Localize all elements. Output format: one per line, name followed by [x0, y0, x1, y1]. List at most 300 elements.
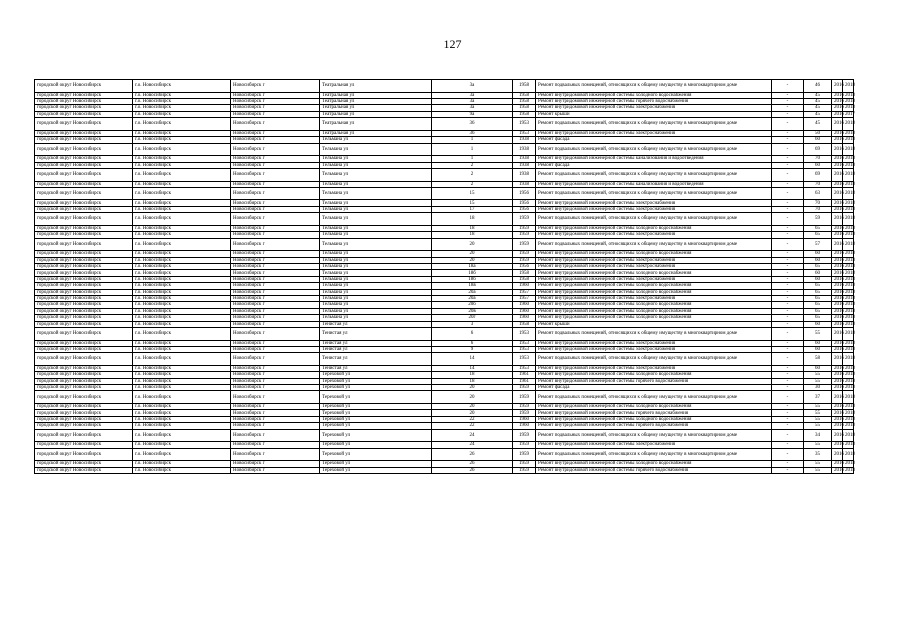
- cell-year: 1960: [513, 302, 536, 308]
- cell-locality: Новосибирск г: [231, 448, 320, 461]
- cell-settlement: г.о. Новосибирск: [133, 365, 231, 371]
- cell-settlement: г.о. Новосибирск: [133, 251, 231, 257]
- cell-house: 18: [432, 378, 513, 384]
- cell-dash: -: [772, 321, 804, 327]
- cell-municipality: городской округ Новосибирск: [35, 168, 133, 181]
- cell-house: 14: [432, 353, 513, 366]
- cell-year: 1959: [513, 213, 536, 226]
- cell-locality: Новосибирск г: [231, 461, 320, 467]
- cell-year-to: 2018: [843, 238, 854, 251]
- cell-year: 1956: [513, 206, 536, 212]
- cell-municipality: городской округ Новосибирск: [35, 232, 133, 238]
- cell-locality: Новосибирск г: [231, 206, 320, 212]
- cell-year: 1959: [513, 448, 536, 461]
- cell-year: 1958: [513, 80, 536, 93]
- cell-year-to: 2018: [843, 118, 854, 131]
- table-row: [35, 353, 854, 366]
- cell-house: 18: [432, 213, 513, 226]
- cell-settlement: г.о. Новосибирск: [133, 353, 231, 366]
- cell-settlement: г.о. Новосибирск: [133, 448, 231, 461]
- cell-locality: Новосибирск г: [231, 283, 320, 289]
- cell-year-to: 2018: [843, 162, 854, 168]
- cell-year-to: 2018: [843, 346, 854, 352]
- cell-dash: -: [772, 270, 804, 276]
- cell-house: 26: [432, 461, 513, 467]
- cell-municipality: городской округ Новосибирск: [35, 162, 133, 168]
- cell-locality: Новосибирск г: [231, 92, 320, 98]
- cell-dash: -: [772, 143, 804, 156]
- cell-settlement: г.о. Новосибирск: [133, 340, 231, 346]
- cell-settlement: г.о. Новосибирск: [133, 156, 231, 162]
- cell-year-from: 2016: [832, 80, 843, 93]
- cell-street: Тельмана ул: [320, 315, 432, 321]
- cell-work-type: Ремонт фасада: [536, 137, 772, 143]
- cell-street: Театральная ул: [320, 92, 432, 98]
- cell-street: Тенистая ул: [320, 353, 432, 366]
- cell-tariff: 69: [804, 168, 832, 181]
- cell-settlement: г.о. Новосибирск: [133, 206, 231, 212]
- cell-dash: -: [772, 118, 804, 131]
- cell-year: 1959: [513, 232, 536, 238]
- cell-year-to: 2018: [843, 270, 854, 276]
- cell-locality: Новосибирск г: [231, 378, 320, 384]
- cell-tariff: 70: [804, 156, 832, 162]
- cell-year-from: 2016: [832, 467, 843, 473]
- cell-year: 1958: [513, 98, 536, 104]
- cell-work-type: Ремонт подвальных помещений, относящихся к общему имуществу в многоквартирном доме: [536, 448, 772, 461]
- cell-municipality: городской округ Новосибирск: [35, 187, 133, 200]
- cell-year-to: 2018: [843, 391, 854, 404]
- cell-work-type: Ремонт внутридомовой инженерной системы электроснабжения: [536, 105, 772, 111]
- cell-street: Тельмана ул: [320, 302, 432, 308]
- cell-year-to: 2018: [843, 289, 854, 295]
- cell-settlement: г.о. Новосибирск: [133, 137, 231, 143]
- cell-settlement: г.о. Новосибирск: [133, 270, 231, 276]
- cell-municipality: городской округ Новосибирск: [35, 404, 133, 410]
- cell-tariff: 45: [804, 105, 832, 111]
- cell-locality: Новосибирск г: [231, 365, 320, 371]
- cell-year: 1956: [513, 200, 536, 206]
- cell-year-from: 2016: [832, 378, 843, 384]
- cell-municipality: городской округ Новосибирск: [35, 251, 133, 257]
- cell-street: Тельмана ул: [320, 213, 432, 226]
- cell-street: Тельмана ул: [320, 200, 432, 206]
- cell-year: 1959: [513, 257, 536, 263]
- cell-locality: Новосибирск г: [231, 225, 320, 231]
- cell-year: 1953: [513, 340, 536, 346]
- cell-locality: Новосибирск г: [231, 213, 320, 226]
- cell-settlement: г.о. Новосибирск: [133, 327, 231, 340]
- cell-locality: Новосибирск г: [231, 232, 320, 238]
- cell-year-from: 2016: [832, 118, 843, 131]
- cell-year-from: 2016: [832, 315, 843, 321]
- cell-settlement: г.о. Новосибирск: [133, 264, 231, 270]
- cell-year-to: 2018: [843, 206, 854, 212]
- cell-house: 20: [432, 385, 513, 391]
- cell-street: Тенистая ул: [320, 321, 432, 327]
- cell-work-type: Ремонт внутридомовой инженерной системы холодного водоснабжения: [536, 251, 772, 257]
- table-row: [35, 391, 854, 404]
- cell-year-to: 2018: [843, 283, 854, 289]
- cell-municipality: городской округ Новосибирск: [35, 225, 133, 231]
- cell-municipality: городской округ Новосибирск: [35, 461, 133, 467]
- cell-year: 1953: [513, 327, 536, 340]
- cell-dash: -: [772, 378, 804, 384]
- cell-street: Тельмана ул: [320, 251, 432, 257]
- cell-locality: Новосибирск г: [231, 181, 320, 187]
- cell-settlement: г.о. Новосибирск: [133, 295, 231, 301]
- cell-year: 1959: [513, 391, 536, 404]
- cell-dash: -: [772, 295, 804, 301]
- cell-work-type: Ремонт внутридомовой инженерной системы холодного водоснабжения: [536, 404, 772, 410]
- cell-street: Тельмана ул: [320, 232, 432, 238]
- cell-house: 17: [432, 206, 513, 212]
- cell-year: 1953: [513, 130, 536, 136]
- cell-year-from: 2016: [832, 181, 843, 187]
- cell-work-type: Ремонт подвальных помещений, относящихся к общему имуществу в многоквартирном доме: [536, 168, 772, 181]
- cell-tariff: 45: [804, 118, 832, 131]
- cell-house: 14: [432, 365, 513, 371]
- cell-work-type: Ремонт крыши: [536, 321, 772, 327]
- cell-house: 3а: [432, 80, 513, 93]
- cell-street: Тереховой ул: [320, 467, 432, 473]
- cell-year: 1959: [513, 429, 536, 442]
- cell-street: Тереховой ул: [320, 429, 432, 442]
- cell-house: 18: [432, 372, 513, 378]
- cell-year-from: 2016: [832, 327, 843, 340]
- cell-year-to: 2018: [843, 308, 854, 314]
- cell-tariff: 65: [804, 264, 832, 270]
- cell-house: 20г: [432, 315, 513, 321]
- cell-house: 2: [432, 181, 513, 187]
- cell-dash: -: [772, 461, 804, 467]
- cell-tariff: 57: [804, 238, 832, 251]
- table-row: [35, 168, 854, 181]
- cell-municipality: городской округ Новосибирск: [35, 302, 133, 308]
- cell-work-type: Ремонт внутридомовой инженерной системы электроснабжения: [536, 442, 772, 448]
- capital-repair-table: [34, 79, 854, 474]
- cell-street: Тереховой ул: [320, 442, 432, 448]
- cell-tariff: 65: [804, 302, 832, 308]
- cell-year-from: 2016: [832, 429, 843, 442]
- cell-locality: Новосибирск г: [231, 105, 320, 111]
- cell-year: 1959: [513, 251, 536, 257]
- cell-municipality: городской округ Новосибирск: [35, 378, 133, 384]
- cell-dash: -: [772, 187, 804, 200]
- cell-year-from: 2016: [832, 111, 843, 117]
- cell-locality: Новосибирск г: [231, 238, 320, 251]
- cell-year-from: 2016: [832, 276, 843, 282]
- cell-work-type: Ремонт подвальных помещений, относящихся к общему имуществу в многоквартирном доме: [536, 391, 772, 404]
- table-row: [35, 118, 854, 131]
- cell-municipality: городской округ Новосибирск: [35, 80, 133, 93]
- cell-dash: -: [772, 353, 804, 366]
- cell-settlement: г.о. Новосибирск: [133, 168, 231, 181]
- cell-locality: Новосибирск г: [231, 111, 320, 117]
- cell-settlement: г.о. Новосибирск: [133, 181, 231, 187]
- cell-dash: -: [772, 308, 804, 314]
- cell-year-from: 2016: [832, 404, 843, 410]
- cell-settlement: г.о. Новосибирск: [133, 404, 231, 410]
- cell-dash: -: [772, 238, 804, 251]
- cell-street: Тереховой ул: [320, 423, 432, 429]
- cell-tariff: 55: [804, 461, 832, 467]
- cell-tariff: 60: [804, 365, 832, 371]
- cell-year-to: 2018: [843, 276, 854, 282]
- cell-year-from: 2016: [832, 442, 843, 448]
- cell-year-to: 2018: [843, 295, 854, 301]
- cell-locality: Новосибирск г: [231, 372, 320, 378]
- cell-year: 1938: [513, 143, 536, 156]
- cell-settlement: г.о. Новосибирск: [133, 225, 231, 231]
- cell-year-to: 2018: [843, 404, 854, 410]
- cell-locality: Новосибирск г: [231, 137, 320, 143]
- cell-house: 9: [432, 346, 513, 352]
- cell-tariff: 65: [804, 283, 832, 289]
- cell-locality: Новосибирск г: [231, 416, 320, 422]
- cell-year-from: 2016: [832, 225, 843, 231]
- cell-dash: -: [772, 200, 804, 206]
- cell-street: Театральная ул: [320, 118, 432, 131]
- cell-year: 1960: [513, 308, 536, 314]
- cell-street: Тенистая ул: [320, 365, 432, 371]
- cell-house: 20б: [432, 302, 513, 308]
- cell-year: 1960: [513, 416, 536, 422]
- cell-settlement: г.о. Новосибирск: [133, 391, 231, 404]
- cell-year-to: 2018: [843, 372, 854, 378]
- cell-street: Тельмана ул: [320, 187, 432, 200]
- cell-dash: -: [772, 225, 804, 231]
- cell-work-type: Ремонт внутридомовой инженерной системы электроснабжения: [536, 206, 772, 212]
- cell-settlement: г.о. Новосибирск: [133, 429, 231, 442]
- cell-locality: Новосибирск г: [231, 385, 320, 391]
- cell-settlement: г.о. Новосибирск: [133, 162, 231, 168]
- cell-locality: Новосибирск г: [231, 423, 320, 429]
- cell-settlement: г.о. Новосибирск: [133, 200, 231, 206]
- cell-year-from: 2016: [832, 232, 843, 238]
- cell-house: 2: [432, 162, 513, 168]
- cell-year-to: 2018: [843, 378, 854, 384]
- cell-work-type: Ремонт внутридомовой инженерной системы электроснабжения: [536, 295, 772, 301]
- cell-dash: -: [772, 206, 804, 212]
- cell-house: 20: [432, 410, 513, 416]
- cell-year-from: 2016: [832, 423, 843, 429]
- cell-tariff: 45: [804, 111, 832, 117]
- cell-year: 1958: [513, 111, 536, 117]
- cell-locality: Новосибирск г: [231, 143, 320, 156]
- cell-work-type: Ремонт подвальных помещений, относящихся к общему имуществу в многоквартирном доме: [536, 238, 772, 251]
- cell-year-from: 2016: [832, 238, 843, 251]
- cell-work-type: Ремонт подвальных помещений, относящихся к общему имуществу в многоквартирном доме: [536, 143, 772, 156]
- cell-year: 1958: [513, 105, 536, 111]
- cell-street: Тереховой ул: [320, 448, 432, 461]
- cell-year: 1959: [513, 410, 536, 416]
- cell-locality: Новосибирск г: [231, 467, 320, 473]
- cell-house: 26: [432, 448, 513, 461]
- cell-tariff: 55: [804, 467, 832, 473]
- cell-year-to: 2018: [843, 92, 854, 98]
- cell-house: 2: [432, 168, 513, 181]
- cell-work-type: Ремонт крыши: [536, 111, 772, 117]
- cell-year-to: 2018: [843, 467, 854, 473]
- cell-municipality: городской округ Новосибирск: [35, 111, 133, 117]
- cell-settlement: г.о. Новосибирск: [133, 385, 231, 391]
- cell-locality: Новосибирск г: [231, 353, 320, 366]
- cell-tariff: 30: [804, 385, 832, 391]
- cell-year-from: 2016: [832, 295, 843, 301]
- cell-municipality: городской округ Новосибирск: [35, 385, 133, 391]
- cell-work-type: Ремонт внутридомовой инженерной системы электроснабжения: [536, 340, 772, 346]
- cell-year-from: 2016: [832, 385, 843, 391]
- cell-dash: -: [772, 213, 804, 226]
- cell-municipality: городской округ Новосибирск: [35, 105, 133, 111]
- cell-year: 1938: [513, 162, 536, 168]
- cell-house: 3а: [432, 105, 513, 111]
- cell-dash: -: [772, 302, 804, 308]
- cell-municipality: городской округ Новосибирск: [35, 442, 133, 448]
- cell-year-to: 2018: [843, 429, 854, 442]
- cell-municipality: городской округ Новосибирск: [35, 270, 133, 276]
- cell-settlement: г.о. Новосибирск: [133, 92, 231, 98]
- cell-dash: -: [772, 264, 804, 270]
- cell-house: 18в: [432, 283, 513, 289]
- cell-tariff: 70: [804, 206, 832, 212]
- cell-street: Тереховой ул: [320, 404, 432, 410]
- cell-work-type: Ремонт внутридомовой инженерной системы электроснабжения: [536, 276, 772, 282]
- cell-dash: -: [772, 416, 804, 422]
- cell-municipality: городской округ Новосибирск: [35, 327, 133, 340]
- cell-settlement: г.о. Новосибирск: [133, 289, 231, 295]
- cell-year-from: 2016: [832, 353, 843, 366]
- cell-year-from: 2016: [832, 251, 843, 257]
- cell-tariff: 60: [804, 162, 832, 168]
- cell-year-to: 2018: [843, 168, 854, 181]
- cell-year-from: 2016: [832, 321, 843, 327]
- table-row: [35, 143, 854, 156]
- cell-year: 1959: [513, 225, 536, 231]
- cell-work-type: Ремонт подвальных помещений, относящихся к общему имуществу в многоквартирном доме: [536, 118, 772, 131]
- cell-dash: -: [772, 327, 804, 340]
- cell-dash: -: [772, 80, 804, 93]
- cell-street: Тельмана ул: [320, 156, 432, 162]
- cell-work-type: Ремонт внутридомовой инженерной системы электроснабжения: [536, 257, 772, 263]
- cell-street: Тельмана ул: [320, 264, 432, 270]
- cell-year-from: 2016: [832, 213, 843, 226]
- cell-municipality: городской округ Новосибирск: [35, 448, 133, 461]
- cell-street: Тереховой ул: [320, 378, 432, 384]
- cell-house: 20: [432, 251, 513, 257]
- cell-house: 6: [432, 327, 513, 340]
- cell-year-to: 2018: [843, 143, 854, 156]
- cell-dash: -: [772, 130, 804, 136]
- cell-work-type: Ремонт подвальных помещений, относящихся к общему имуществу в многоквартирном доме: [536, 429, 772, 442]
- cell-tariff: 60: [804, 276, 832, 282]
- cell-year-from: 2016: [832, 137, 843, 143]
- cell-year: 1958: [513, 270, 536, 276]
- cell-work-type: Ремонт фасада: [536, 385, 772, 391]
- cell-street: Театральная ул: [320, 98, 432, 104]
- cell-year-from: 2016: [832, 416, 843, 422]
- cell-street: Тереховой ул: [320, 410, 432, 416]
- cell-tariff: 55: [804, 423, 832, 429]
- cell-settlement: г.о. Новосибирск: [133, 130, 231, 136]
- cell-tariff: 35: [804, 448, 832, 461]
- cell-year-to: 2018: [843, 232, 854, 238]
- cell-year-from: 2016: [832, 92, 843, 98]
- cell-dash: -: [772, 251, 804, 257]
- cell-settlement: г.о. Новосибирск: [133, 461, 231, 467]
- cell-dash: -: [772, 346, 804, 352]
- cell-house: 1: [432, 156, 513, 162]
- cell-locality: Новосибирск г: [231, 130, 320, 136]
- cell-locality: Новосибирск г: [231, 302, 320, 308]
- cell-settlement: г.о. Новосибирск: [133, 467, 231, 473]
- cell-work-type: Ремонт внутридомовой инженерной системы холодного водоснабжения: [536, 372, 772, 378]
- cell-year-from: 2016: [832, 448, 843, 461]
- cell-house: 22: [432, 416, 513, 422]
- cell-tariff: 65: [804, 232, 832, 238]
- cell-locality: Новосибирск г: [231, 442, 320, 448]
- cell-year-from: 2016: [832, 346, 843, 352]
- cell-year-from: 2016: [832, 257, 843, 263]
- cell-municipality: городской округ Новосибирск: [35, 346, 133, 352]
- cell-house: 18б: [432, 270, 513, 276]
- cell-street: Тенистая ул: [320, 340, 432, 346]
- cell-house: 20: [432, 404, 513, 410]
- cell-street: Тельмана ул: [320, 270, 432, 276]
- cell-dash: -: [772, 232, 804, 238]
- cell-year-to: 2018: [843, 187, 854, 200]
- cell-street: Театральная ул: [320, 80, 432, 93]
- cell-locality: Новосибирск г: [231, 162, 320, 168]
- cell-street: Театральная ул: [320, 105, 432, 111]
- cell-year-to: 2018: [843, 423, 854, 429]
- cell-locality: Новосибирск г: [231, 315, 320, 321]
- cell-tariff: 70: [804, 200, 832, 206]
- cell-locality: Новосибирск г: [231, 295, 320, 301]
- cell-settlement: г.о. Новосибирск: [133, 442, 231, 448]
- cell-year: 1953: [513, 353, 536, 366]
- cell-house: 3а: [432, 98, 513, 104]
- cell-settlement: г.о. Новосибирск: [133, 105, 231, 111]
- cell-dash: -: [772, 372, 804, 378]
- cell-dash: -: [772, 181, 804, 187]
- cell-year-to: 2017: [843, 111, 854, 117]
- cell-tariff: 59: [804, 213, 832, 226]
- cell-work-type: Ремонт внутридомовой инженерной системы холодного водоснабжения: [536, 308, 772, 314]
- cell-street: Тельмана ул: [320, 283, 432, 289]
- cell-year-from: 2016: [832, 302, 843, 308]
- cell-street: Тельмана ул: [320, 289, 432, 295]
- cell-year: 1956: [513, 187, 536, 200]
- cell-house: 6: [432, 340, 513, 346]
- cell-settlement: г.о. Новосибирск: [133, 346, 231, 352]
- cell-tariff: 63: [804, 187, 832, 200]
- cell-year-to: 2018: [843, 365, 854, 371]
- cell-street: Тереховой ул: [320, 385, 432, 391]
- cell-locality: Новосибирск г: [231, 429, 320, 442]
- cell-settlement: г.о. Новосибирск: [133, 111, 231, 117]
- cell-work-type: Ремонт внутридомовой инженерной системы горячего водоснабжения: [536, 98, 772, 104]
- cell-settlement: г.о. Новосибирск: [133, 232, 231, 238]
- cell-dash: -: [772, 92, 804, 98]
- cell-municipality: городской округ Новосибирск: [35, 372, 133, 378]
- cell-year-from: 2016: [832, 156, 843, 162]
- cell-street: Тельмана ул: [320, 276, 432, 282]
- cell-year: 1953: [513, 346, 536, 352]
- cell-year-to: 2018: [843, 98, 854, 104]
- cell-year-to: 2018: [843, 105, 854, 111]
